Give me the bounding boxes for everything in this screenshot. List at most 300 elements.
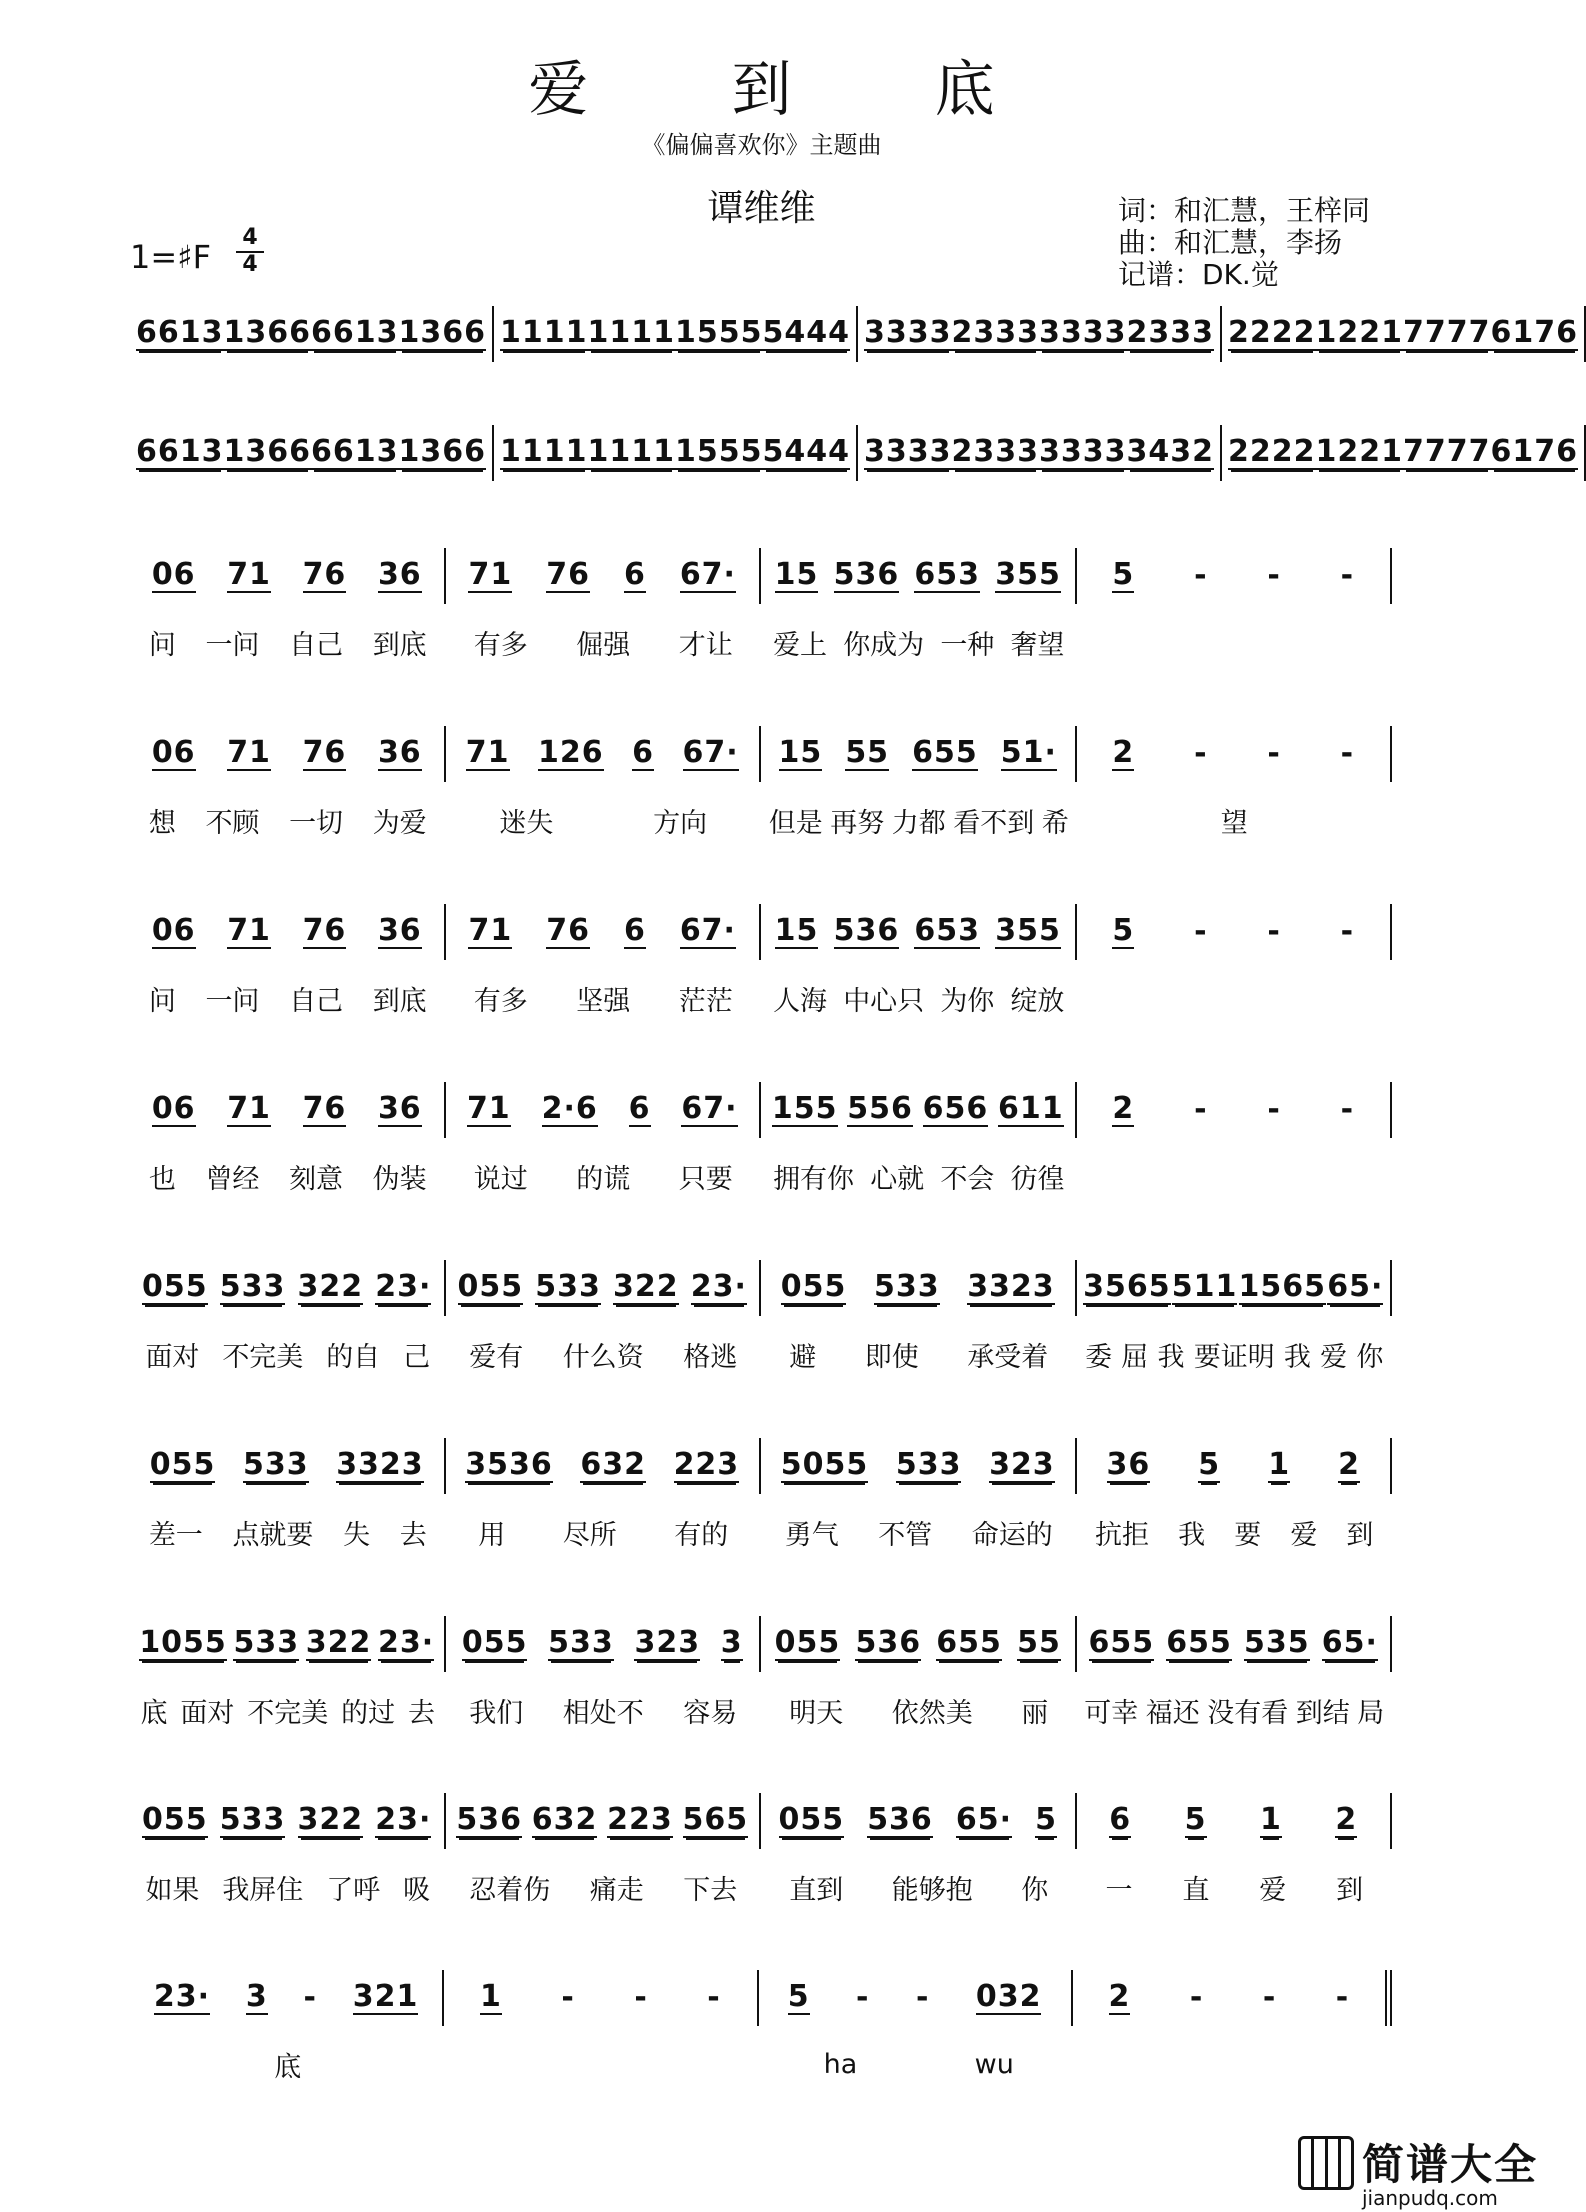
note-group: 565 bbox=[682, 1801, 749, 1837]
lyric-word: 爱 bbox=[1290, 1519, 1318, 1551]
note-group: 511 bbox=[1171, 1268, 1238, 1304]
lyric-word: 有多 bbox=[473, 629, 528, 661]
note-group: 2 bbox=[1112, 1090, 1135, 1126]
lyrics-line bbox=[130, 2044, 1392, 2084]
measure bbox=[1222, 425, 1586, 481]
measure bbox=[761, 548, 1077, 604]
note-group: 06 bbox=[151, 912, 196, 948]
lyric-word: 局 bbox=[1357, 1697, 1385, 1729]
note-group: 7777 bbox=[1403, 433, 1491, 469]
lyrics-line bbox=[130, 800, 1392, 840]
lyrics-measure bbox=[1077, 1513, 1393, 1552]
lyric-word: 但是 bbox=[768, 807, 823, 839]
note-group: 322 bbox=[297, 1268, 364, 1304]
lyric-word: 命运的 bbox=[971, 1519, 1053, 1551]
note-group: 3333 bbox=[864, 433, 952, 469]
lyric-word: 不顾 bbox=[205, 807, 260, 839]
lyric-word: 倔强 bbox=[576, 629, 631, 661]
lyric-word: 点就要 bbox=[232, 1519, 314, 1551]
lyric-word: 要证明 bbox=[1193, 1341, 1275, 1373]
note-group: 611 bbox=[998, 1090, 1064, 1126]
lyric-word: 绽放 bbox=[1010, 985, 1065, 1017]
lyric-word: 直到 bbox=[789, 1874, 844, 1906]
notation-line bbox=[130, 1616, 1392, 1672]
credit-composer: 曲：和汇慧，李扬 bbox=[1118, 226, 1343, 259]
lyrics-line bbox=[130, 1867, 1392, 1907]
lyric-word: 你 bbox=[1356, 1341, 1384, 1373]
lyrics-measure bbox=[446, 801, 762, 840]
note-group: 155 bbox=[771, 1090, 838, 1126]
lyric-word: 中心只 bbox=[843, 985, 925, 1017]
measure bbox=[1077, 1438, 1393, 1494]
note-group: 76 bbox=[302, 1090, 347, 1126]
lyric-word: 到 bbox=[1346, 1519, 1374, 1551]
note-group: - bbox=[1194, 1091, 1208, 1127]
note-group: 655 bbox=[1166, 1624, 1232, 1660]
lyric-word: 丽 bbox=[1021, 1697, 1049, 1729]
lyric-word: 一问 bbox=[205, 629, 260, 661]
lyric-word: 我 bbox=[1283, 1341, 1311, 1373]
note-group: 6176 bbox=[1490, 314, 1578, 350]
notation-line bbox=[130, 1260, 1392, 1316]
note-group: 7777 bbox=[1403, 314, 1491, 350]
lyric-word: 避 bbox=[789, 1341, 817, 1373]
note-group: 5 bbox=[1184, 1801, 1207, 1837]
note-group: 055 bbox=[774, 1624, 841, 1660]
measure bbox=[1073, 1970, 1392, 2026]
measure bbox=[130, 1970, 444, 2026]
note-group: 6613 bbox=[311, 433, 399, 469]
note-group: 6 bbox=[623, 912, 646, 948]
note-group: 632 bbox=[531, 1801, 598, 1837]
note-group: - bbox=[1267, 913, 1281, 949]
note-group: 23· bbox=[375, 1801, 432, 1837]
lyrics-measure bbox=[446, 623, 762, 662]
lyric-word: 自己 bbox=[289, 629, 344, 661]
site-url: jianpudq.com bbox=[1362, 2186, 1498, 2210]
singer-name: 谭维维 bbox=[707, 188, 816, 229]
note-group: 65· bbox=[1321, 1624, 1378, 1660]
lyric-word: 爱 bbox=[1259, 1874, 1287, 1906]
lyric-word: 问 bbox=[148, 629, 176, 661]
lyric-word: 己 bbox=[403, 1341, 431, 1373]
note-group: 51· bbox=[1000, 734, 1057, 770]
measure bbox=[130, 1616, 446, 1672]
note-group: - bbox=[1194, 913, 1208, 949]
measure bbox=[858, 425, 1222, 481]
note-group: 632 bbox=[580, 1446, 646, 1482]
note-group: 533 bbox=[233, 1624, 300, 1660]
note-group: 533 bbox=[242, 1446, 309, 1482]
lyric-word: 有的 bbox=[674, 1519, 729, 1551]
note-group: 1366 bbox=[398, 314, 486, 350]
lyric-word: 什么资 bbox=[562, 1341, 644, 1373]
notation-line bbox=[130, 1793, 1392, 1849]
lyrics-measure bbox=[130, 1335, 446, 1374]
time-signature bbox=[236, 226, 264, 277]
lyrics-measure bbox=[1077, 1691, 1393, 1730]
lyric-word: 尽所 bbox=[562, 1519, 617, 1551]
lyric-word: 只要 bbox=[678, 1163, 733, 1195]
lyrics-line bbox=[130, 1334, 1392, 1374]
measure bbox=[761, 726, 1077, 782]
measure bbox=[446, 1260, 762, 1316]
lyric-word: 爱有 bbox=[469, 1341, 524, 1373]
note-group: 71 bbox=[227, 556, 271, 592]
measure bbox=[130, 1082, 446, 1138]
lyric-word: 的谎 bbox=[576, 1163, 631, 1195]
note-group: 6 bbox=[623, 556, 646, 592]
note-group: 1 bbox=[1260, 1801, 1282, 1837]
lyric-word: 直 bbox=[1182, 1874, 1210, 1906]
lyric-word: 茫茫 bbox=[678, 985, 733, 1017]
note-group: 533 bbox=[219, 1268, 286, 1304]
lyric-word: 我 bbox=[1178, 1519, 1206, 1551]
note-group: 5055 bbox=[780, 1446, 869, 1482]
lyric-word: 痛走 bbox=[589, 1874, 644, 1906]
lyrics-line bbox=[130, 499, 1392, 539]
note-group: - bbox=[1340, 1091, 1355, 1127]
credit-transcriber: 记谱：DK.觉 bbox=[1118, 258, 1279, 291]
measure bbox=[130, 1260, 446, 1316]
note-group: 36 bbox=[377, 912, 422, 948]
note-group: 15 bbox=[774, 556, 819, 592]
note-group: 1555 bbox=[675, 433, 763, 469]
lyric-word: 为你 bbox=[940, 985, 995, 1017]
note-group: 055 bbox=[457, 1268, 524, 1304]
note-group: 6613 bbox=[311, 314, 399, 350]
lyric-word: 忍着伤 bbox=[469, 1874, 551, 1906]
note-group: 6176 bbox=[1490, 433, 1578, 469]
note-group: 3333 bbox=[1039, 433, 1127, 469]
lyric-word: 到底 bbox=[372, 985, 427, 1017]
notation-line bbox=[130, 425, 1578, 481]
lyric-word: 问 bbox=[148, 985, 176, 1017]
lyric-word: 也 bbox=[148, 1163, 176, 1195]
lyric-word: 格逃 bbox=[683, 1341, 738, 1373]
note-group: 3323 bbox=[336, 1446, 424, 1482]
lyric-word: 面对 bbox=[145, 1341, 200, 1373]
note-group: 5 bbox=[787, 1978, 810, 2014]
note-group: - bbox=[915, 1979, 930, 2015]
lyrics-measure bbox=[761, 623, 1077, 662]
measure bbox=[761, 1082, 1077, 1138]
lyric-word: 一 bbox=[1105, 1874, 1133, 1906]
lyric-word: 明天 bbox=[789, 1697, 844, 1729]
note-group: 71 bbox=[468, 912, 513, 948]
song-subtitle: 《偏偏喜欢你》主题曲 bbox=[641, 131, 882, 159]
note-group: 032 bbox=[975, 1978, 1042, 2014]
note-group: 71 bbox=[227, 734, 271, 770]
note-group: - bbox=[1262, 1979, 1277, 2015]
note-group: 1221 bbox=[1315, 433, 1403, 469]
note-group: 055 bbox=[778, 1801, 845, 1837]
measure bbox=[130, 1438, 446, 1494]
note-group: 1 bbox=[1268, 1446, 1291, 1482]
note-group: 36 bbox=[377, 734, 422, 770]
lyric-word: 勇气 bbox=[784, 1519, 839, 1551]
note-group: 76 bbox=[546, 912, 590, 948]
note-group: 2333 bbox=[1126, 314, 1214, 350]
lyrics-measure bbox=[446, 1513, 762, 1552]
note-group: 556 bbox=[847, 1090, 913, 1126]
note-group: - bbox=[634, 1979, 648, 2015]
note-group: 321 bbox=[352, 1978, 419, 2014]
note-group: - bbox=[1340, 557, 1355, 593]
note-group: 2 bbox=[1108, 1978, 1131, 2014]
note-group: 36 bbox=[1106, 1446, 1151, 1482]
note-group: 533 bbox=[535, 1268, 601, 1304]
lyric-word: 有多 bbox=[473, 985, 528, 1017]
lyric-word: 爱 bbox=[1320, 1341, 1348, 1373]
note-group: 5 bbox=[1198, 1446, 1221, 1482]
lyric-word: 到 bbox=[1336, 1874, 1364, 1906]
notation-line bbox=[130, 904, 1392, 960]
lyric-word: 去 bbox=[399, 1519, 427, 1551]
lyric-word: 不完美 bbox=[222, 1341, 304, 1373]
note-group: 323 bbox=[989, 1446, 1055, 1482]
lyric-word: 一问 bbox=[205, 985, 260, 1017]
lyric-word: 如果 bbox=[145, 1874, 200, 1906]
lyric-word: 没有看 bbox=[1207, 1697, 1289, 1729]
note-group: 533 bbox=[873, 1268, 940, 1304]
measure bbox=[761, 1793, 1077, 1849]
note-group: 2222 bbox=[1228, 314, 1316, 350]
note-group: 67· bbox=[682, 734, 739, 770]
note-group: 5444 bbox=[762, 433, 850, 469]
lyrics-measure bbox=[446, 1335, 762, 1374]
note-group: 23· bbox=[153, 1978, 211, 2014]
measure bbox=[130, 306, 494, 362]
measure bbox=[1077, 904, 1393, 960]
lyrics-measure bbox=[761, 801, 1077, 840]
lyric-word: 为爱 bbox=[372, 807, 427, 839]
note-group: 5 bbox=[1112, 912, 1135, 948]
lyrics-measure bbox=[761, 1157, 1077, 1196]
notation-line bbox=[130, 726, 1392, 782]
lyric-word: 容易 bbox=[683, 1697, 738, 1729]
lyric-word: 吸 bbox=[403, 1874, 431, 1906]
lyric-word: 相处不 bbox=[562, 1697, 644, 1729]
note-group: 055 bbox=[149, 1446, 216, 1482]
lyric-word: 了呼 bbox=[326, 1874, 381, 1906]
measure bbox=[494, 306, 858, 362]
notation-line bbox=[130, 548, 1392, 604]
note-group: 2 bbox=[1112, 734, 1135, 770]
measure bbox=[761, 1616, 1077, 1672]
note-group: 76 bbox=[546, 556, 590, 592]
lyrics-measure bbox=[1077, 1868, 1393, 1907]
lyric-word: 到底 bbox=[372, 629, 427, 661]
note-group: 6 bbox=[628, 1090, 651, 1126]
measure bbox=[130, 726, 446, 782]
lyric-word: 底 bbox=[274, 2051, 302, 2083]
lyric-word: 伪装 bbox=[372, 1163, 427, 1195]
lyric-word: 的过 bbox=[341, 1697, 396, 1729]
note-group: 15 bbox=[774, 912, 819, 948]
note-group: - bbox=[1267, 557, 1281, 593]
note-group: 1555 bbox=[675, 314, 763, 350]
note-group: 322 bbox=[305, 1624, 372, 1660]
note-group: 2 bbox=[1335, 1801, 1358, 1837]
lyrics-measure bbox=[130, 1868, 446, 1907]
note-group: 71 bbox=[227, 912, 271, 948]
lyric-word: 彷徨 bbox=[1010, 1163, 1065, 1195]
lyric-word: 坚强 bbox=[576, 985, 631, 1017]
note-group: 6613 bbox=[136, 314, 224, 350]
lyrics-line bbox=[130, 1156, 1392, 1196]
note-group: 1366 bbox=[398, 433, 486, 469]
lyrics-line bbox=[130, 380, 1392, 420]
note-group: 536 bbox=[833, 556, 900, 592]
note-group: 1 bbox=[480, 1978, 502, 2014]
lyrics-measure bbox=[1077, 801, 1393, 840]
note-group: 76 bbox=[302, 734, 347, 770]
note-group: 055 bbox=[142, 1268, 208, 1304]
note-group: 3333 bbox=[864, 314, 952, 350]
note-group: 71 bbox=[227, 1090, 271, 1126]
note-group: 536 bbox=[855, 1624, 922, 1660]
note-group: - bbox=[1194, 735, 1208, 771]
note-group: 1055 bbox=[139, 1624, 227, 1660]
lyric-word: 底 bbox=[140, 1697, 168, 1729]
lyrics-measure bbox=[130, 1691, 446, 1730]
lyric-word: 说过 bbox=[473, 1163, 528, 1195]
credits bbox=[1118, 195, 1370, 291]
notation-line bbox=[130, 306, 1578, 362]
note-group: 653 bbox=[914, 912, 981, 948]
time-denominator: 4 bbox=[242, 252, 258, 277]
note-group: 3 bbox=[245, 1978, 268, 2014]
note-group: 5 bbox=[1035, 1801, 1057, 1837]
note-group: - bbox=[707, 1979, 721, 2015]
measure bbox=[494, 425, 858, 481]
lyric-word: 差一 bbox=[148, 1519, 203, 1551]
lyric-word: 用 bbox=[478, 1519, 506, 1551]
note-group: 223 bbox=[673, 1446, 740, 1482]
measure bbox=[1222, 306, 1586, 362]
note-group: 055 bbox=[142, 1801, 208, 1837]
note-group: 323 bbox=[634, 1624, 701, 1660]
lyric-word: 到结 bbox=[1295, 1697, 1350, 1729]
key-signature: 1=♯F bbox=[130, 238, 212, 276]
note-group: 2·6 bbox=[541, 1090, 598, 1126]
note-group: 3 bbox=[720, 1624, 743, 1660]
note-group: - bbox=[856, 1979, 870, 2015]
lyric-word: 想 bbox=[148, 807, 176, 839]
measure bbox=[446, 1616, 762, 1672]
note-group: 71 bbox=[465, 734, 510, 770]
notation-line bbox=[130, 1970, 1392, 2026]
measure bbox=[446, 1793, 762, 1849]
site-name: 简谱大全 bbox=[1362, 2140, 1539, 2189]
note-group: 6 bbox=[1109, 1801, 1132, 1837]
lyric-word: 可幸 bbox=[1084, 1697, 1139, 1729]
note-group: 655 bbox=[1088, 1624, 1155, 1660]
lyric-word: 一切 bbox=[289, 807, 344, 839]
lyric-word: 依然美 bbox=[891, 1697, 973, 1729]
lyric-word: 下去 bbox=[683, 1874, 738, 1906]
note-group: 533 bbox=[895, 1446, 962, 1482]
lyric-word: 迷失 bbox=[499, 807, 554, 839]
lyric-word: wu bbox=[974, 2048, 1014, 2080]
note-group: - bbox=[1189, 1979, 1204, 2015]
lyric-word: 拥有你 bbox=[773, 1163, 855, 1195]
note-group: 3323 bbox=[967, 1268, 1055, 1304]
lyric-word: 才让 bbox=[678, 629, 733, 661]
note-group: 1111 bbox=[500, 314, 588, 350]
note-group: 06 bbox=[151, 1090, 196, 1126]
note-group: 23· bbox=[377, 1624, 435, 1660]
notation-line bbox=[130, 1438, 1392, 1494]
lyrics-measure bbox=[130, 979, 446, 1018]
note-group: 36 bbox=[377, 556, 422, 592]
measure bbox=[444, 1970, 758, 2026]
lyrics-line bbox=[130, 1690, 1392, 1730]
note-group: 536 bbox=[867, 1801, 933, 1837]
notation-line bbox=[130, 1082, 1392, 1138]
note-group: 1565 bbox=[1238, 1268, 1327, 1304]
note-group: 5444 bbox=[762, 314, 850, 350]
lyrics-measure bbox=[130, 2045, 446, 2084]
note-group: 23· bbox=[375, 1268, 432, 1304]
note-group: 2333 bbox=[951, 433, 1039, 469]
lyric-word: 不会 bbox=[940, 1163, 995, 1195]
lyric-word: ha bbox=[823, 2048, 858, 2080]
measure bbox=[446, 904, 762, 960]
note-group: - bbox=[561, 1979, 575, 2015]
note-group: 76 bbox=[302, 912, 347, 948]
lyric-word: 刻意 bbox=[289, 1163, 344, 1195]
lyrics-measure bbox=[1077, 1335, 1393, 1374]
note-group: 126 bbox=[538, 734, 604, 770]
song-title: 爱 到 底 bbox=[528, 55, 1057, 125]
measure bbox=[446, 726, 762, 782]
note-group: 71 bbox=[466, 1090, 511, 1126]
lyric-word: 面对 bbox=[180, 1697, 235, 1729]
note-group: 67· bbox=[679, 912, 736, 948]
note-group: 055 bbox=[780, 1268, 847, 1304]
note-group: 55 bbox=[845, 734, 890, 770]
lyric-word: 你 bbox=[1021, 1874, 1049, 1906]
lyric-word: 能够抱 bbox=[891, 1874, 973, 1906]
lyrics-measure bbox=[761, 1335, 1077, 1374]
lyrics-measure bbox=[446, 1157, 762, 1196]
note-group: 67· bbox=[681, 1090, 738, 1126]
lyric-word: 屈 bbox=[1121, 1341, 1149, 1373]
measure bbox=[761, 1260, 1077, 1316]
lyric-word: 福还 bbox=[1145, 1697, 1200, 1729]
note-group: - bbox=[303, 1979, 317, 2015]
lyrics-line bbox=[130, 978, 1392, 1018]
note-group: 536 bbox=[833, 912, 900, 948]
note-group: 322 bbox=[297, 1801, 364, 1837]
lyric-word: 失 bbox=[343, 1519, 371, 1551]
lyrics-measure bbox=[761, 1691, 1077, 1730]
lyric-word: 我们 bbox=[469, 1697, 524, 1729]
measure bbox=[130, 548, 446, 604]
note-group: 3565 bbox=[1083, 1268, 1171, 1304]
credit-lyricist: 词：和汇慧，王梓同 bbox=[1118, 194, 1371, 227]
measure bbox=[446, 1082, 762, 1138]
note-group: - bbox=[1340, 913, 1355, 949]
lyric-word: 希 bbox=[1041, 807, 1069, 839]
note-group: 655 bbox=[912, 734, 978, 770]
note-group: 2333 bbox=[951, 314, 1039, 350]
lyric-word: 要 bbox=[1234, 1519, 1262, 1551]
note-group: 3333 bbox=[1039, 314, 1127, 350]
measure bbox=[130, 904, 446, 960]
